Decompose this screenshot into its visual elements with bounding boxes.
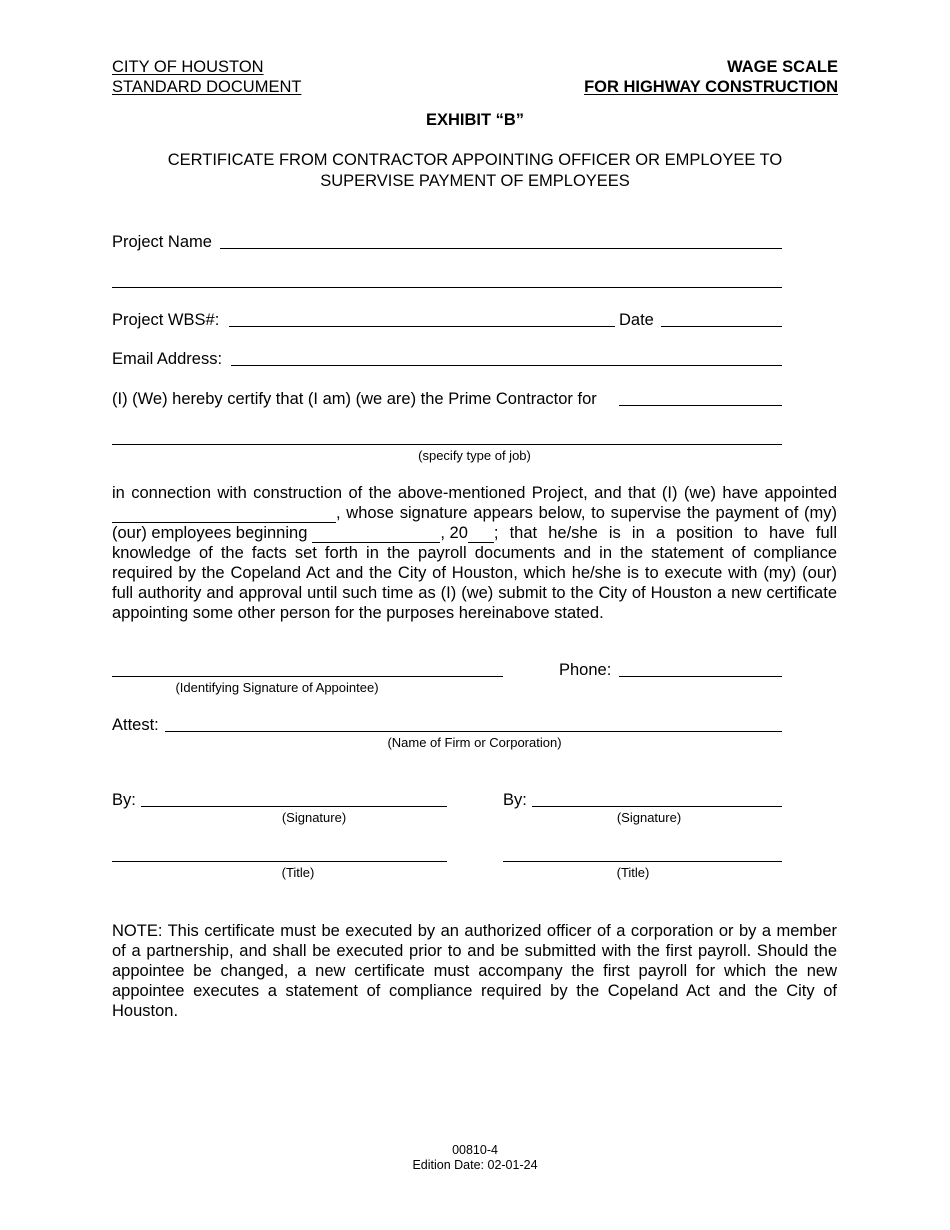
appointee-signature-caption: (Identifying Signature of Appointee)	[175, 680, 379, 695]
firm-name-field[interactable]	[165, 731, 782, 732]
body-line1: in connection with construction of the above-mentioned Project, and that (I) (we) have appointed	[112, 484, 837, 502]
note-line5: Houston.	[112, 1002, 179, 1020]
signature-field-right[interactable]	[532, 806, 782, 807]
title-field-left[interactable]	[112, 861, 447, 862]
footer-edition-date: Edition Date: 02-01-24	[412, 1158, 538, 1172]
phone-field[interactable]	[619, 676, 782, 677]
date-field[interactable]	[661, 326, 782, 327]
note-line3: appointee be changed, a new certificate must accompany the first payroll for which the new	[112, 962, 837, 980]
title-caption-right: (Title)	[616, 865, 650, 880]
attest-label: Attest:	[112, 716, 159, 734]
certificate-title-line1: CERTIFICATE FROM CONTRACTOR APPOINTING OFFICER OR EMPLOYEE TO	[167, 151, 783, 169]
body-line3b: , 20	[440, 524, 468, 542]
note-paragraph	[112, 921, 837, 1021]
prime-contractor-field[interactable]	[619, 405, 782, 406]
firm-name-caption: (Name of Firm or Corporation)	[387, 735, 562, 750]
appointee-name-field[interactable]	[112, 505, 336, 523]
year-field[interactable]	[468, 525, 494, 543]
body-line3-row	[112, 523, 837, 543]
date-label: Date	[619, 311, 654, 329]
body-line3c: ; that he/she is in a position to have full	[493, 524, 837, 542]
header-city: CITY OF HOUSTON	[112, 58, 264, 76]
body-line6: full authority and approval until such time as (I) (we) submit to the City of Houston a new certificate	[112, 584, 837, 602]
by-label-right: By:	[503, 791, 527, 809]
project-name-field-line2[interactable]	[112, 287, 782, 288]
note-line4: appointee executes a statement of compliance required by the Copeland Act and the City of	[112, 982, 837, 1000]
certify-text: (I) (We) hereby certify that (I am) (we are) the Prime Contractor for	[112, 390, 597, 408]
body-line5: required by the Copeland Act and the City of Houston, which he/she is to execute with (my) (our)	[112, 564, 837, 582]
header-standard-document: STANDARD DOCUMENT	[112, 78, 302, 96]
header-wage-scale: WAGE SCALE	[727, 58, 838, 76]
body-line2: , whose signature appears below, to supervise the payment of (my)	[336, 504, 837, 522]
certificate-title-line2: SUPERVISE PAYMENT OF EMPLOYEES	[320, 172, 630, 190]
specify-job-caption: (specify type of job)	[418, 448, 531, 463]
title-field-right[interactable]	[503, 861, 782, 862]
project-wbs-field[interactable]	[229, 326, 615, 327]
body-line3a: (our) employees beginning	[112, 524, 308, 542]
title-caption-left: (Title)	[281, 865, 315, 880]
footer-doc-number: 00810-4	[452, 1143, 498, 1157]
begin-date-field[interactable]	[312, 525, 440, 543]
signature-caption-right: (Signature)	[616, 810, 682, 825]
by-label-left: By:	[112, 791, 136, 809]
note-line1: NOTE: This certificate must be executed by an authorized officer of a corporation or by a member	[112, 922, 837, 940]
signature-caption-left: (Signature)	[281, 810, 347, 825]
appointee-signature-field[interactable]	[112, 676, 503, 677]
body-paragraph	[112, 483, 837, 623]
exhibit-title: EXHIBIT “B”	[425, 111, 525, 129]
note-line2: of a partnership, and shall be executed prior to and be submitted with the first payroll. Should the	[112, 942, 837, 960]
job-type-field[interactable]	[112, 444, 782, 445]
project-wbs-label: Project WBS#:	[112, 311, 220, 329]
phone-label: Phone:	[559, 661, 612, 679]
project-name-label: Project Name	[112, 233, 212, 251]
header-highway-construction: FOR HIGHWAY CONSTRUCTION	[584, 78, 838, 96]
project-name-field[interactable]	[220, 248, 782, 249]
signature-field-left[interactable]	[141, 806, 447, 807]
body-line7: appointing some other person for the purposes hereinabove stated.	[112, 604, 604, 622]
body-line4: knowledge of the facts set forth in the payroll documents and in the statement of compliance	[112, 544, 837, 562]
body-line2-row	[112, 503, 837, 523]
email-field[interactable]	[231, 365, 782, 366]
email-label: Email Address:	[112, 350, 223, 368]
